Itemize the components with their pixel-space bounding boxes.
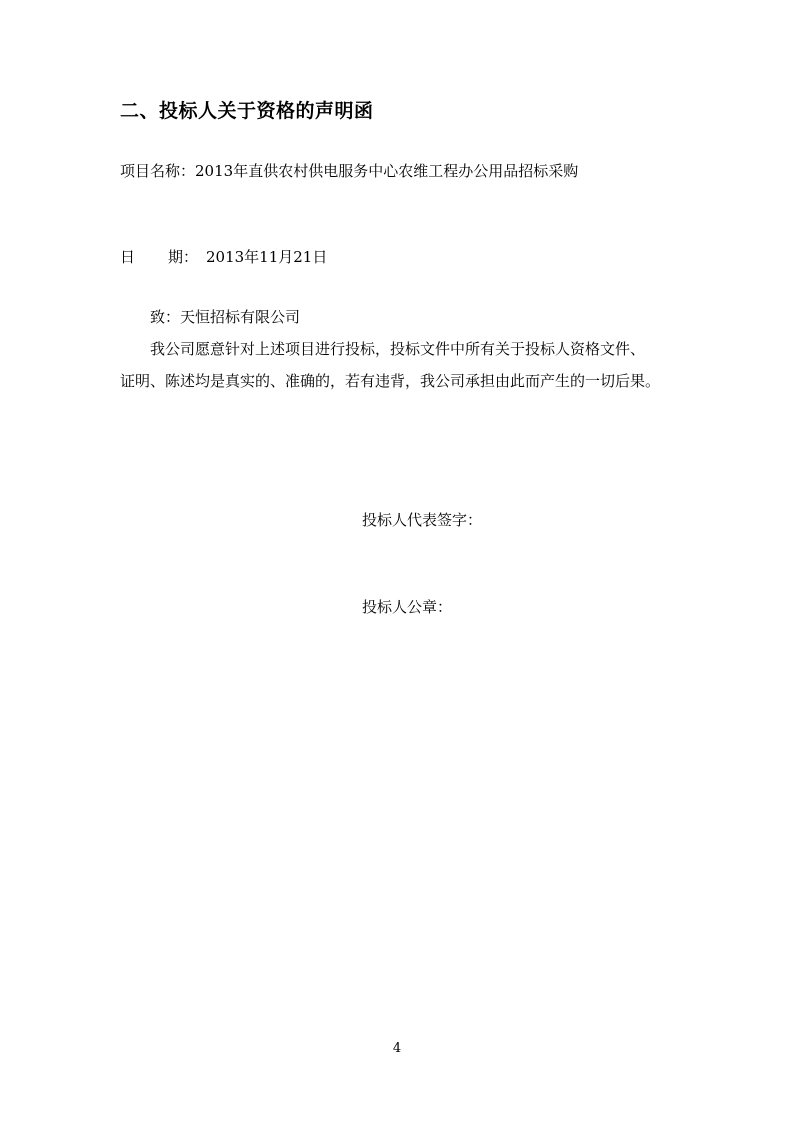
signature-label: 投标人代表签字：	[362, 511, 483, 529]
recipient-line: 致：天恒招标有限公司	[150, 308, 301, 326]
body-paragraph-line-2: 证明、陈述均是真实的、准确的，若有违背，我公司承担由此而产生的一切后果。	[120, 372, 661, 390]
project-name-line	[120, 161, 578, 181]
date-label-char1: 日	[120, 248, 136, 266]
date-label-char2: 期：	[168, 248, 199, 266]
project-label: 项目名称：	[120, 162, 196, 180]
date-line	[120, 247, 327, 267]
body-paragraph-line-1: 我公司愿意针对上述项目进行投标，投标文件中所有关于投标人资格文件、	[150, 340, 646, 358]
page-title: 二、投标人关于资格的声明函	[120, 100, 374, 122]
project-name: 2013年直供农村供电服务中心农维工程办公用品招标采购	[195, 162, 579, 180]
seal-label: 投标人公章：	[362, 598, 453, 616]
page-number: 4	[392, 1041, 402, 1056]
date-value: 2013年11月21日	[206, 248, 328, 266]
